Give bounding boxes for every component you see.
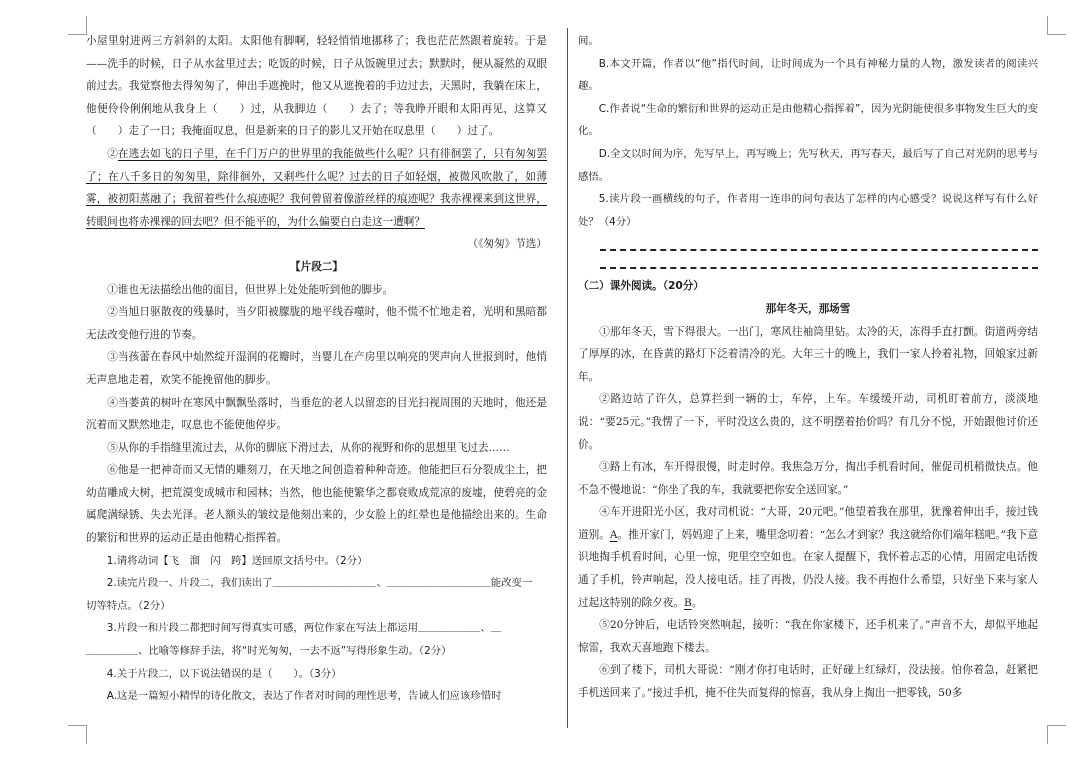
blank-marker-b: B xyxy=(683,596,692,609)
blank-marker-a: A xyxy=(609,528,618,541)
crop-mark-top-left xyxy=(68,16,87,35)
fragment2-paragraph6: ⑥他是一把神奇而又无情的雕刻刀，在天地之间创造着种种奇迹。他能把巨石分裂成尘土，把幼苗雕成大树，把荒漠变成城市和园林；当然，他也能使繁华之都衰败成荒凉的废墟，使碧亮的金属爬满绿锈、失去光泽。老人额头的皱纹是他刻出来的，少女脸上的红晕也是他描绘出来的。生命的繁衍和世界的运动正是由他精心指挥着。 xyxy=(86,464,547,545)
fragment2-heading: 【片段二】 xyxy=(290,260,343,273)
story-paragraph4-end: 。 xyxy=(691,596,703,609)
option-a-continued: 间。 xyxy=(578,35,599,47)
story-paragraph2: ②路边站了许久，总算拦到一辆的士，车停，上车。车缓缓开动，司机盯着前方，淡淡地说：“要25元。”我愣了一下，平时没这么贵的，这不明摆着抬价吗？有几分不悦，开始跟他讨价还价。 xyxy=(578,393,1038,451)
fragment1-paragraph2 xyxy=(86,143,547,233)
question-2-line2: 切等特点。（2分） xyxy=(86,599,171,612)
answer-line-2[interactable] xyxy=(600,257,1038,269)
story-paragraph3: ③路上有冰，车开得很慢，时走时停。我焦急万分，掏出手机看时间，催促司机稍微快点。他不急不慢地说：“你坐了我的车，我就要把你安全送回家。” xyxy=(578,461,1038,496)
crop-mark-bottom-right xyxy=(1047,725,1066,744)
fragment2-paragraph2: ②当旭日驱散夜的残暴时，当夕阳被朦胧的地平线吞噬时，他不慌不忙地走着，光明和黑暗都无法改变他行进的节奏。 xyxy=(86,306,547,341)
question-4-option-c: C.作者说“生命的繁衍和世界的运动正是由他精心指挥着”，因为光阴能使很多事物发生巨大的变化。 xyxy=(578,102,1038,138)
fragment2-paragraph4: ④当萎黄的树叶在寒风中飘飘坠落时，当垂危的老人以留恋的目光扫视周围的天地时，他还是沉着而又默然地走，叹息也不能使他停步。 xyxy=(86,396,547,432)
story-paragraph4-part1: ④车开进阳光小区，我对司机说：“大哥，20元吧。”他望着我在那里，犹豫着伸出手，接过钱道别。 xyxy=(578,506,1038,541)
question-5: 5.读片段一画横线的句子，作者用一连串的问句表达了怎样的内心感受？说说这样写有什么好处？（4分） xyxy=(578,193,1038,228)
fragment2-paragraph1: ①谁也无法描绘出他的面目，但世界上处处能听到他的脚步。 xyxy=(107,283,394,296)
story-paragraph6: ⑥到了楼下，司机大哥说：“刚才你打电话时，正好碰上红绿灯，没法接。怕你着急，赶紧把手机送回来了。”接过手机，掩不住失而复得的惊喜，我从身上掏出一把零钱，50多 xyxy=(578,664,1038,700)
story-paragraph4 xyxy=(578,501,1038,614)
question-4: 4.关于片段二，以下说法错误的是（ ）。（3分） xyxy=(106,667,342,680)
source-citation: （《匆匆》节选） xyxy=(467,238,547,251)
question-4-option-d: D.全文以时间为序，先写早上，再写晚上；先写秋天，再写春天，最后写了自己对光阴的思考与感悟。 xyxy=(578,147,1038,183)
story-title: 那年冬天，那场雪 xyxy=(765,302,851,315)
question-3-line2: ＿＿＿＿＿、比喻等修辞手法，将“时光匆匆，一去不返”写得形象生动。（2分） xyxy=(86,645,452,658)
fragment2-paragraph5: ⑤从你的手指缝里流过去，从你的脚底下滑过去，从你的视野和你的思想里飞过去…… xyxy=(107,441,510,454)
question-4-option-a: A.这是一篇短小精悍的诗化散文，表达了作者对时间的理性思考，告诫人们应该珍惜时 xyxy=(106,690,502,703)
story-paragraph5: ⑤20分钟后，电话铃突然响起，接听：“我在你家楼下，还手机来了。”声音不大，却似平地起惊雷，我欢天喜地跑下楼去。 xyxy=(578,619,1038,654)
question-4-option-b: B.本文开篇，作者以“他”指代时间，让时间成为一个具有神秘力量的人物，激发读者的阅读兴趣。 xyxy=(578,57,1038,93)
column-divider xyxy=(567,28,568,728)
right-column xyxy=(578,30,1038,705)
answer-line-1[interactable] xyxy=(600,239,1038,251)
paragraph-number: ② xyxy=(107,147,118,160)
question-2-line1: 2.读完片段一、片段二，我们读出了＿＿＿＿＿＿＿＿＿＿、＿＿＿＿＿＿＿＿＿＿能改变一 xyxy=(106,577,533,590)
crop-mark-top-right xyxy=(1047,16,1066,35)
fragment1-paragraph1: 小屋里射进两三方斜斜的太阳。太阳他有脚啊，轻轻悄悄地挪移了；我也茫茫然跟着旋转。于是——洗手的时候，日子从水盆里过去；吃饭的时候，日子从饭碗里过去；默默时，便从凝然的双眼前过去。我觉察他去得匆匆了，伸出手遮挽时，他又从遮挽着的手边过去，天黑时，我躺在床上，他便伶伶俐俐地从我身上（ ）过，从我脚边（ ）去了；等我睁开眼和太阳再见，这算又（ ）走了一日；我掩面叹息，但是新来的日子的影儿又开始在叹息里（ ）过了。 xyxy=(86,35,547,138)
left-column xyxy=(86,30,547,708)
crop-mark-bottom-left xyxy=(68,725,87,744)
story-paragraph1: ①那年冬天，雪下得很大。一出门，寒风往袖筒里钻。太冷的天，冻得手直打颤。街道两旁结了厚厚的冰，在昏黄的路灯下泛着清冷的光。大年三十的晚上，我们一家人拎着礼物，回娘家过新年。 xyxy=(578,325,1038,383)
question-1: 1.请将动词【飞 溜 闪 跨】送回原文括号中。（2分） xyxy=(106,554,368,567)
story-paragraph4-part2: 。推开家门，妈妈迎了上来，嘴里念叨着：“怎么才到家？我这就给你们端年糕吧。”我下意识地掏手机看时间，心里一惊，兜里空空如也。在家人提醒下，我怀着忐忑的心情，用固定电话拨通了手机，铃声响起，没人接电话。挂了再拨，仍没人接。我不再抱什么希望，只好坐下来与家人过起这特别的除夕夜。 xyxy=(578,528,1039,609)
fragment2-paragraph3: ③当孩蕾在春风中灿然绽开湿润的花瓣时，当婴儿在产房里以响亮的哭声向人世报到时，他悄无声息地走着，欢笑不能挽留他的脚步。 xyxy=(86,351,547,386)
question-3-line1: 3.片段一和片段二都把时间写得真实可感，两位作家在写法上都运用＿＿＿＿＿＿、＿ xyxy=(106,622,502,635)
section-heading: （二）课外阅读。（20分） xyxy=(578,280,704,293)
underlined-passage: 在逃去如飞的日子里，在千门万户的世界里的我能做些什么呢？只有徘徊罢了，只有匆匆罢了；在八千多日的匆匆里，除徘徊外，又剩些什么呢？过去的日子如轻烟，被微风吹散了，如薄雾，被初阳蒸融了；我留着些什么痕迹呢？我何曾留着像游丝样的痕迹呢？我赤裸裸来到这世界，转眼间也将赤裸裸的回去吧？但不能平的，为什么偏要白白走这一遭啊？ xyxy=(86,147,548,228)
